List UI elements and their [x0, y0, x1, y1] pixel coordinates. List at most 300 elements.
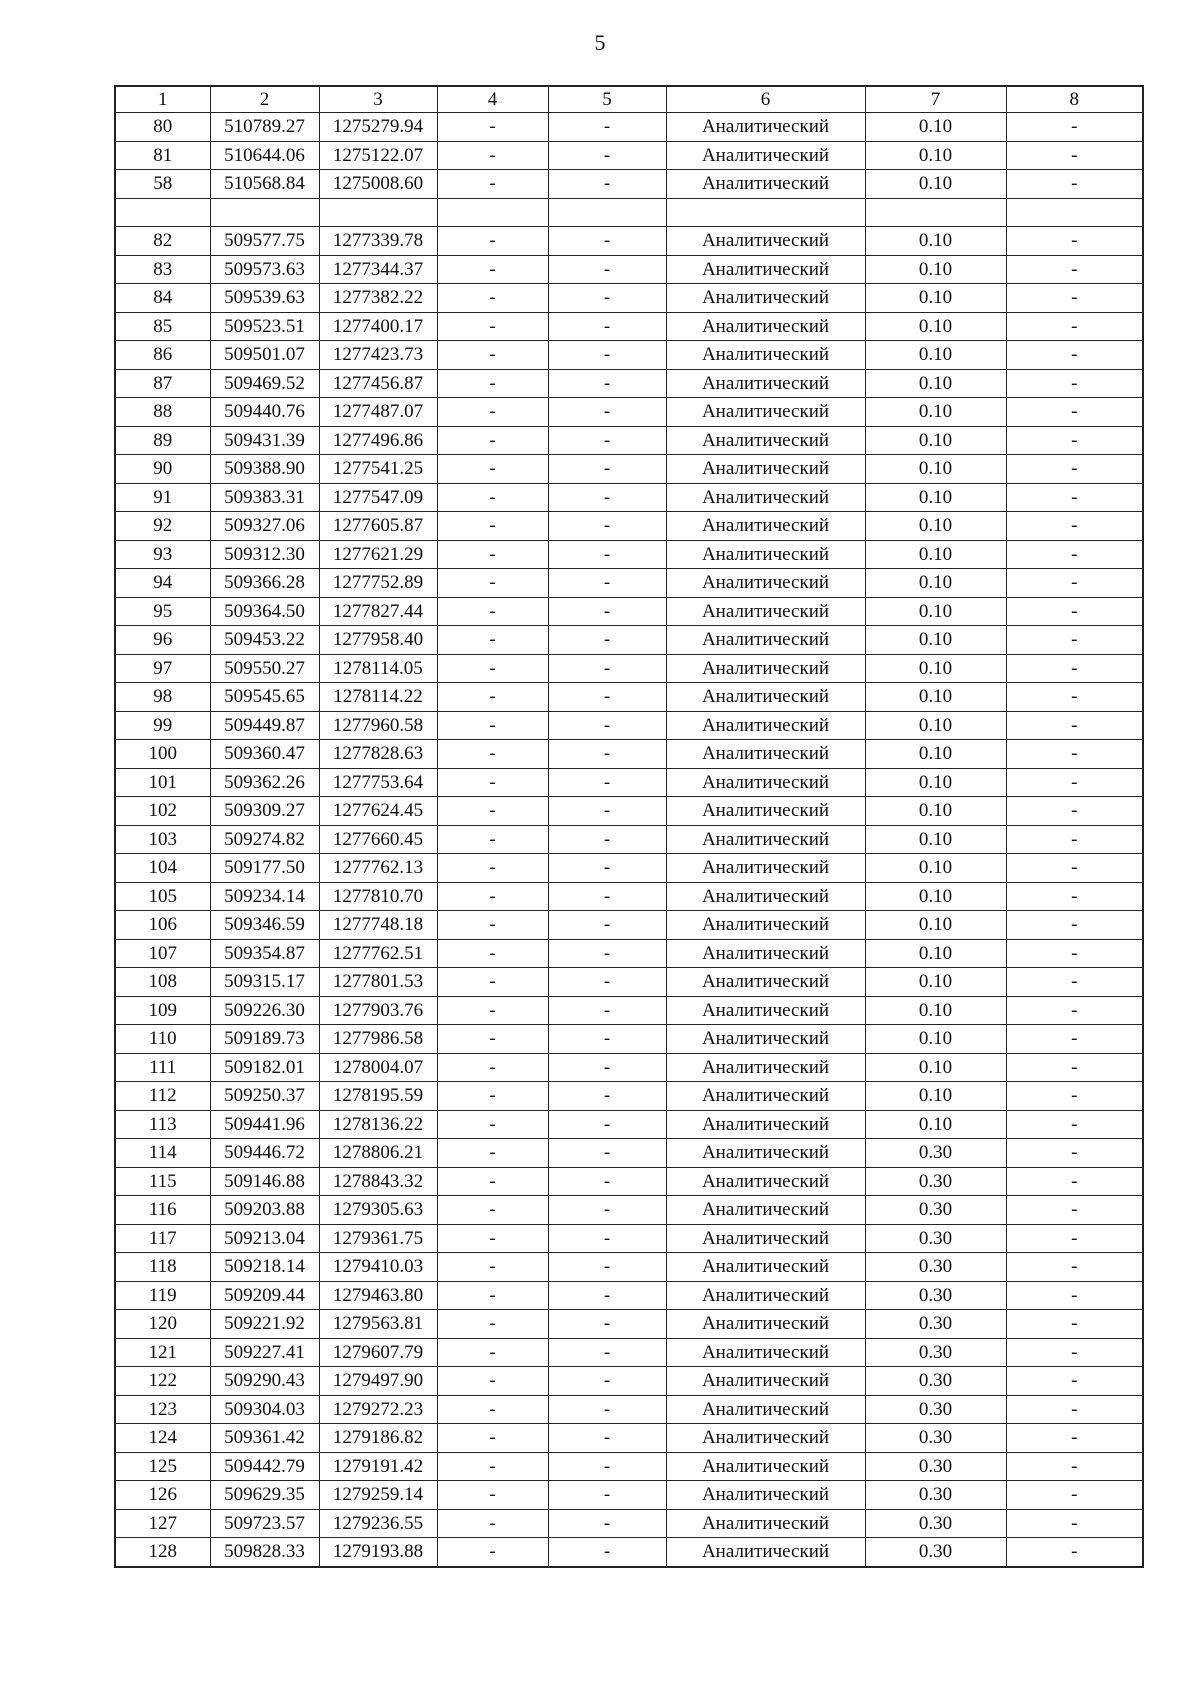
table-cell: - — [548, 768, 666, 797]
table-cell: 0.30 — [865, 1310, 1006, 1339]
table-cell: 100 — [115, 740, 210, 769]
table-row — [115, 1367, 1143, 1396]
table-cell: 112 — [115, 1082, 210, 1111]
table-cell: 1277423.73 — [319, 341, 437, 370]
header-row — [115, 86, 1143, 113]
table-cell: - — [437, 426, 548, 455]
table-cell: - — [437, 1367, 548, 1396]
table-cell: Аналитический — [666, 939, 865, 968]
table-cell: - — [548, 1338, 666, 1367]
table-cell: Аналитический — [666, 1395, 865, 1424]
table-cell: - — [548, 1452, 666, 1481]
table-cell: Аналитический — [666, 768, 865, 797]
table-cell: 1278843.32 — [319, 1167, 437, 1196]
table-cell: - — [437, 939, 548, 968]
table-cell: - — [1006, 1310, 1143, 1339]
table-row — [115, 882, 1143, 911]
table-cell: 0.10 — [865, 113, 1006, 142]
table-cell: - — [1006, 768, 1143, 797]
table-cell: - — [1006, 1509, 1143, 1538]
table-cell: 93 — [115, 540, 210, 569]
table-cell: Аналитический — [666, 227, 865, 256]
table-cell: 509362.26 — [210, 768, 319, 797]
table-cell: - — [548, 569, 666, 598]
table-cell: Аналитический — [666, 284, 865, 313]
table-cell: - — [1006, 426, 1143, 455]
table-cell: Аналитический — [666, 626, 865, 655]
table-cell: 1277621.29 — [319, 540, 437, 569]
table-cell: - — [1006, 1082, 1143, 1111]
table-cell: 98 — [115, 683, 210, 712]
table-cell: - — [548, 426, 666, 455]
table-row — [115, 1025, 1143, 1054]
table-cell: - — [1006, 312, 1143, 341]
table-cell — [319, 198, 437, 227]
table-cell: 1277753.64 — [319, 768, 437, 797]
table-cell: - — [437, 141, 548, 170]
table-cell: 0.10 — [865, 540, 1006, 569]
table-cell: - — [437, 227, 548, 256]
table-cell: 1277624.45 — [319, 797, 437, 826]
table-cell: 0.10 — [865, 768, 1006, 797]
table-cell: - — [437, 1053, 548, 1082]
table-cell: Аналитический — [666, 512, 865, 541]
table-row — [115, 170, 1143, 199]
table-cell: 96 — [115, 626, 210, 655]
table-cell: 95 — [115, 597, 210, 626]
table-row — [115, 1110, 1143, 1139]
table-row — [115, 1167, 1143, 1196]
table-cell: 115 — [115, 1167, 210, 1196]
table-cell: - — [437, 255, 548, 284]
table-cell: 0.30 — [865, 1395, 1006, 1424]
table-cell: - — [548, 483, 666, 512]
table-cell: - — [437, 882, 548, 911]
table-row — [115, 854, 1143, 883]
table-row — [115, 711, 1143, 740]
table-cell: 509431.39 — [210, 426, 319, 455]
table-cell: 1277960.58 — [319, 711, 437, 740]
table-cell: 509383.31 — [210, 483, 319, 512]
column-header: 8 — [1006, 86, 1143, 113]
table-cell: - — [437, 1196, 548, 1225]
table-cell: - — [1006, 683, 1143, 712]
table-cell: - — [1006, 1338, 1143, 1367]
table-cell: 97 — [115, 654, 210, 683]
table-cell: - — [548, 626, 666, 655]
table-row — [115, 312, 1143, 341]
table-cell: 0.30 — [865, 1509, 1006, 1538]
table-cell: 0.10 — [865, 1025, 1006, 1054]
table-cell: 509366.28 — [210, 569, 319, 598]
table-cell: 509226.30 — [210, 996, 319, 1025]
table-cell: - — [437, 398, 548, 427]
table-cell: 126 — [115, 1481, 210, 1510]
table-cell: 509828.33 — [210, 1538, 319, 1567]
table-cell: - — [437, 740, 548, 769]
table-cell: - — [437, 1253, 548, 1282]
table-row — [115, 398, 1143, 427]
table-cell: 0.30 — [865, 1196, 1006, 1225]
table-row — [115, 768, 1143, 797]
table-row — [115, 113, 1143, 142]
column-header: 1 — [115, 86, 210, 113]
table-cell: 1277344.37 — [319, 255, 437, 284]
table-cell: 102 — [115, 797, 210, 826]
table-cell: - — [548, 1196, 666, 1225]
table-cell: 509146.88 — [210, 1167, 319, 1196]
table-cell: - — [548, 113, 666, 142]
table-cell: 1277487.07 — [319, 398, 437, 427]
table-row — [115, 455, 1143, 484]
table-cell: 509250.37 — [210, 1082, 319, 1111]
table-cell: - — [437, 540, 548, 569]
table-row — [115, 540, 1143, 569]
table-cell: - — [1006, 1196, 1143, 1225]
table-cell: 0.10 — [865, 683, 1006, 712]
table-cell: 0.30 — [865, 1224, 1006, 1253]
table-cell: 120 — [115, 1310, 210, 1339]
table-cell: Аналитический — [666, 455, 865, 484]
table-cell: 89 — [115, 426, 210, 455]
table-cell: 1277660.45 — [319, 825, 437, 854]
table-cell: 83 — [115, 255, 210, 284]
table-cell: 111 — [115, 1053, 210, 1082]
table-cell: 1279305.63 — [319, 1196, 437, 1225]
table-row — [115, 1338, 1143, 1367]
table-cell: Аналитический — [666, 1452, 865, 1481]
table-cell: 1279463.80 — [319, 1281, 437, 1310]
table-cell: - — [548, 1053, 666, 1082]
table-cell: - — [1006, 1253, 1143, 1282]
page-number: 5 — [594, 30, 606, 55]
table-cell: Аналитический — [666, 882, 865, 911]
table-cell: Аналитический — [666, 1538, 865, 1567]
table-cell: 121 — [115, 1338, 210, 1367]
table-row — [115, 654, 1143, 683]
table-cell: 116 — [115, 1196, 210, 1225]
table-cell: 0.10 — [865, 797, 1006, 826]
table-row — [115, 569, 1143, 598]
table-cell: Аналитический — [666, 1082, 865, 1111]
table-cell: 0.10 — [865, 654, 1006, 683]
table-cell: 0.10 — [865, 911, 1006, 940]
table-cell: 0.10 — [865, 626, 1006, 655]
table-row — [115, 341, 1143, 370]
table-cell: - — [548, 1082, 666, 1111]
table-row — [115, 255, 1143, 284]
table-cell: - — [437, 569, 548, 598]
table-cell: - — [437, 825, 548, 854]
table-cell: 509304.03 — [210, 1395, 319, 1424]
table-cell: 1275008.60 — [319, 170, 437, 199]
table-cell: - — [548, 1224, 666, 1253]
table-cell: - — [548, 312, 666, 341]
table-cell: 0.10 — [865, 227, 1006, 256]
table-cell: Аналитический — [666, 398, 865, 427]
table-row — [115, 626, 1143, 655]
table-cell: 1277827.44 — [319, 597, 437, 626]
table-cell: 1277810.70 — [319, 882, 437, 911]
table-cell: Аналитический — [666, 540, 865, 569]
table-row — [115, 911, 1143, 940]
table-cell: 124 — [115, 1424, 210, 1453]
table-cell: 0.10 — [865, 882, 1006, 911]
table-cell: - — [437, 1167, 548, 1196]
table-cell: - — [1006, 113, 1143, 142]
table-cell: 509213.04 — [210, 1224, 319, 1253]
table-cell: Аналитический — [666, 569, 865, 598]
table-cell: - — [1006, 825, 1143, 854]
table-cell: - — [437, 996, 548, 1025]
table-cell: Аналитический — [666, 1025, 865, 1054]
table-cell: 0.30 — [865, 1139, 1006, 1168]
table-cell: 1275122.07 — [319, 141, 437, 170]
table-cell: 128 — [115, 1538, 210, 1567]
table-cell: Аналитический — [666, 1481, 865, 1510]
table-cell: 1279186.82 — [319, 1424, 437, 1453]
table-cell: - — [1006, 483, 1143, 512]
table-cell: 1279236.55 — [319, 1509, 437, 1538]
table-cell: - — [437, 369, 548, 398]
table-cell: - — [437, 654, 548, 683]
table-cell — [115, 198, 210, 227]
table-cell: 105 — [115, 882, 210, 911]
table-cell: 509364.50 — [210, 597, 319, 626]
table-cell — [1006, 198, 1143, 227]
table-row — [115, 1481, 1143, 1510]
table-cell: - — [437, 1509, 548, 1538]
table-cell: - — [548, 1110, 666, 1139]
table-cell: - — [1006, 1452, 1143, 1481]
table-cell: 509361.42 — [210, 1424, 319, 1453]
table-cell: - — [437, 483, 548, 512]
table-cell: 118 — [115, 1253, 210, 1282]
table-cell: 509539.63 — [210, 284, 319, 313]
table-cell: 92 — [115, 512, 210, 541]
table-cell: 509177.50 — [210, 854, 319, 883]
table-cell: 127 — [115, 1509, 210, 1538]
table-cell: - — [548, 227, 666, 256]
table-cell: Аналитический — [666, 825, 865, 854]
table-cell: Аналитический — [666, 968, 865, 997]
coordinates-table — [114, 85, 1144, 1568]
table-cell: 509545.65 — [210, 683, 319, 712]
table-cell: - — [1006, 369, 1143, 398]
table-row — [115, 1452, 1143, 1481]
table-cell: - — [437, 1424, 548, 1453]
table-row — [115, 141, 1143, 170]
table-cell: - — [1006, 398, 1143, 427]
table-cell: - — [548, 1253, 666, 1282]
table-cell: - — [548, 1025, 666, 1054]
table-row — [115, 797, 1143, 826]
table-cell: - — [437, 1139, 548, 1168]
table-cell: Аналитический — [666, 597, 865, 626]
table-cell: - — [1006, 1395, 1143, 1424]
table-cell: 99 — [115, 711, 210, 740]
table-row — [115, 426, 1143, 455]
table-row — [115, 996, 1143, 1025]
table-cell: - — [1006, 455, 1143, 484]
table-cell: - — [548, 740, 666, 769]
table-cell: - — [1006, 854, 1143, 883]
table-cell: Аналитический — [666, 996, 865, 1025]
table-cell: 107 — [115, 939, 210, 968]
table-cell: 123 — [115, 1395, 210, 1424]
table-cell: 84 — [115, 284, 210, 313]
table-cell: 0.10 — [865, 369, 1006, 398]
table-row — [115, 1281, 1143, 1310]
table-row — [115, 284, 1143, 313]
table-cell: 1277496.86 — [319, 426, 437, 455]
table-cell: 1279272.23 — [319, 1395, 437, 1424]
table-cell: 509227.41 — [210, 1338, 319, 1367]
table-cell: 0.10 — [865, 1082, 1006, 1111]
table-cell: 103 — [115, 825, 210, 854]
table-cell: 1278136.22 — [319, 1110, 437, 1139]
table-row — [115, 198, 1143, 227]
table-cell: - — [437, 1395, 548, 1424]
table-cell: Аналитический — [666, 740, 865, 769]
table-cell: 0.10 — [865, 483, 1006, 512]
table-row — [115, 1224, 1143, 1253]
column-header: 6 — [666, 86, 865, 113]
table-cell — [437, 198, 548, 227]
table-cell: - — [437, 768, 548, 797]
column-header: 4 — [437, 86, 548, 113]
table-cell: - — [437, 113, 548, 142]
table-cell: - — [437, 1452, 548, 1481]
table-cell: 0.10 — [865, 341, 1006, 370]
table-cell: - — [437, 854, 548, 883]
table-cell: 86 — [115, 341, 210, 370]
table-cell: 1279497.90 — [319, 1367, 437, 1396]
table-cell: 1277382.22 — [319, 284, 437, 313]
table-cell: Аналитический — [666, 1110, 865, 1139]
table-cell: - — [1006, 797, 1143, 826]
table-body — [115, 86, 1143, 1567]
table-cell: 1277762.13 — [319, 854, 437, 883]
table-cell: 1279410.03 — [319, 1253, 437, 1282]
table-cell: 0.10 — [865, 939, 1006, 968]
table-cell: 509388.90 — [210, 455, 319, 484]
table-cell: - — [437, 455, 548, 484]
table-cell: Аналитический — [666, 911, 865, 940]
table-cell: 1278806.21 — [319, 1139, 437, 1168]
table-cell: - — [437, 626, 548, 655]
table-cell: 101 — [115, 768, 210, 797]
table-cell: - — [1006, 341, 1143, 370]
table-cell: 510568.84 — [210, 170, 319, 199]
table-cell: 1277456.87 — [319, 369, 437, 398]
table-cell: - — [548, 284, 666, 313]
table-cell: - — [437, 711, 548, 740]
table-cell: - — [1006, 968, 1143, 997]
table-cell: 1275279.94 — [319, 113, 437, 142]
table-cell: Аналитический — [666, 1509, 865, 1538]
table-cell: - — [548, 968, 666, 997]
table-cell: Аналитический — [666, 170, 865, 199]
table-cell: - — [437, 911, 548, 940]
table-cell: - — [1006, 1025, 1143, 1054]
table-cell: 510644.06 — [210, 141, 319, 170]
table-cell: 0.10 — [865, 996, 1006, 1025]
table-cell: - — [437, 312, 548, 341]
table-cell: Аналитический — [666, 255, 865, 284]
table-cell: - — [548, 540, 666, 569]
table-cell: - — [1006, 512, 1143, 541]
table-cell: 91 — [115, 483, 210, 512]
table-row — [115, 683, 1143, 712]
table-cell: - — [548, 797, 666, 826]
table-cell: 509629.35 — [210, 1481, 319, 1510]
table-cell: 119 — [115, 1281, 210, 1310]
table-row — [115, 1082, 1143, 1111]
table-cell: - — [548, 141, 666, 170]
table-cell: 80 — [115, 113, 210, 142]
table-cell: 87 — [115, 369, 210, 398]
table-cell: Аналитический — [666, 369, 865, 398]
table-cell: 58 — [115, 170, 210, 199]
table-cell: 509360.47 — [210, 740, 319, 769]
table-cell: 0.30 — [865, 1481, 1006, 1510]
table-cell: - — [437, 1082, 548, 1111]
table-cell: - — [1006, 654, 1143, 683]
table-cell: 509274.82 — [210, 825, 319, 854]
table-cell: - — [548, 1167, 666, 1196]
table-cell: Аналитический — [666, 113, 865, 142]
table-cell: 509469.52 — [210, 369, 319, 398]
table-cell — [666, 198, 865, 227]
table-cell: - — [1006, 939, 1143, 968]
table-row — [115, 1253, 1143, 1282]
table-cell: 1279607.79 — [319, 1338, 437, 1367]
table-cell: - — [437, 1110, 548, 1139]
table-cell: 94 — [115, 569, 210, 598]
table-cell: - — [1006, 1538, 1143, 1567]
table-cell: - — [1006, 255, 1143, 284]
table-cell: - — [1006, 569, 1143, 598]
table-cell: 1279361.75 — [319, 1224, 437, 1253]
table-cell: - — [548, 170, 666, 199]
table-cell: - — [1006, 911, 1143, 940]
table-cell: - — [1006, 996, 1143, 1025]
table-cell: 1277903.76 — [319, 996, 437, 1025]
table-cell: 110 — [115, 1025, 210, 1054]
table-cell: Аналитический — [666, 1224, 865, 1253]
table-cell: Аналитический — [666, 1139, 865, 1168]
table-cell: 509221.92 — [210, 1310, 319, 1339]
table-cell: - — [437, 1025, 548, 1054]
table-cell: 0.10 — [865, 170, 1006, 199]
table-cell: 0.10 — [865, 597, 1006, 626]
table-cell: Аналитический — [666, 1367, 865, 1396]
table-cell: 0.30 — [865, 1253, 1006, 1282]
table-cell: Аналитический — [666, 1281, 865, 1310]
table-cell: - — [437, 1281, 548, 1310]
table-cell: 0.10 — [865, 141, 1006, 170]
table-cell: - — [548, 825, 666, 854]
table-cell: 509189.73 — [210, 1025, 319, 1054]
table-cell: Аналитический — [666, 141, 865, 170]
table-cell: Аналитический — [666, 483, 865, 512]
table-cell: - — [1006, 1053, 1143, 1082]
table-cell: 125 — [115, 1452, 210, 1481]
table-cell — [210, 198, 319, 227]
table-row — [115, 1424, 1143, 1453]
table-cell: 88 — [115, 398, 210, 427]
